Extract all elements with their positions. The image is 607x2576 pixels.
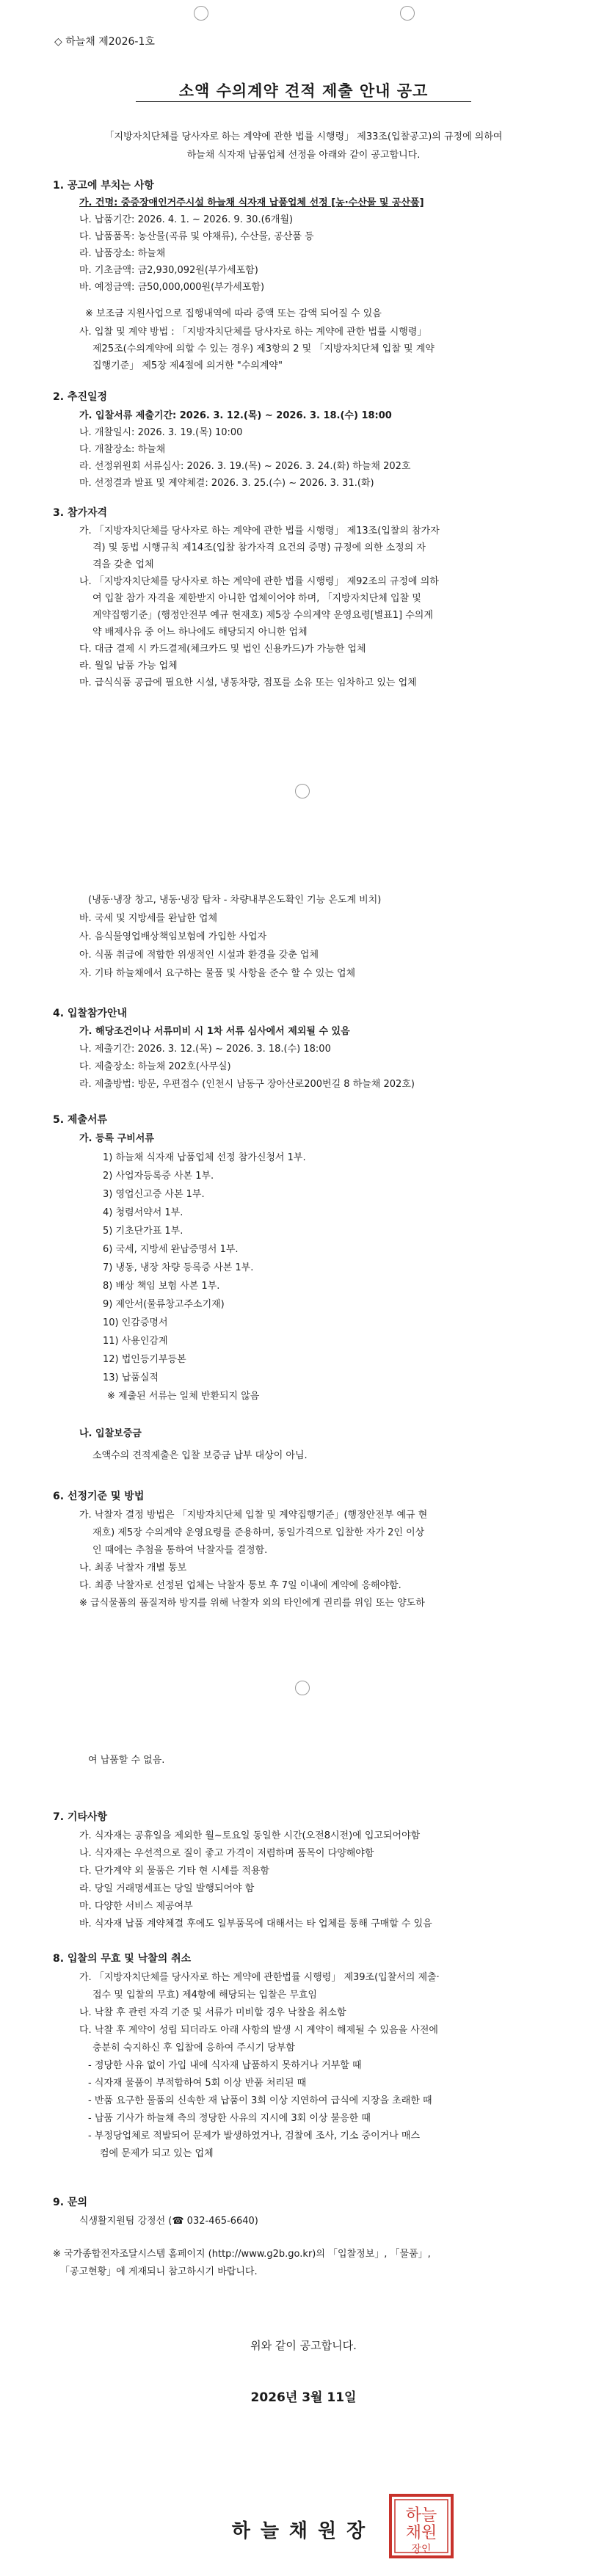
- notice-date: 2026년 3월 11일: [250, 2390, 357, 2405]
- s3-item: 격) 및 동법 시행규칙 제14조(입찰 참가자격 요건의 증명) 규정에 의한 소정의 자: [92, 542, 426, 553]
- doc-list-item: 7) 냉동, 냉장 차량 등록증 사본 1부.: [103, 1262, 254, 1273]
- s5-subheading: 나. 입찰보증금: [79, 1428, 142, 1439]
- s5-note: ※ 제출된 서류는 일체 반환되지 않음: [107, 1391, 260, 1402]
- s5-text: 소액수의 견적제출은 입찰 보증금 납부 대상이 아님.: [92, 1450, 308, 1461]
- s6-item: 나. 최종 낙찰자 개별 통보: [79, 1562, 187, 1573]
- s8-item: 접수 및 입찰의 무효) 제4항에 해당되는 입찰은 무효임: [92, 1990, 317, 2001]
- s8-item: - 반품 요구한 물품의 신속한 재 납품이 3회 이상 지연하여 급식에 지장을 초래한 때: [88, 2095, 432, 2106]
- doc-list-item: 13) 납품실적: [103, 1372, 159, 1383]
- section-heading: 6. 선정기준 및 방법: [53, 1491, 145, 1502]
- s3-item: 약 배제사유 중 어느 하나에도 해당되지 아니한 업체: [92, 627, 308, 638]
- doc-list-item: 8) 배상 책임 보험 사본 1부.: [103, 1281, 220, 1292]
- svg-text:하늘: 하늘: [405, 2506, 437, 2525]
- s2-item: 마. 선정결과 발표 및 계약체결: 2026. 3. 25.(수) ~ 2026. 3. 31.(화): [79, 478, 374, 489]
- s1-item: 바. 예정금액: 금50,000,000원(부가세포함): [79, 282, 265, 293]
- s7-item: 다. 단가계약 외 물품은 기타 현 시세를 적용함: [79, 1866, 270, 1877]
- s8-item: 충분히 숙지하신 후 입찰에 응하여 주시기 당부함: [92, 2042, 295, 2053]
- s2-item: 라. 선정위원회 서류심사: 2026. 3. 19.(목) ~ 2026. 3. 24.(화) 하늘채 202호: [79, 461, 411, 472]
- s3-item: 라. 월일 납품 가능 업체: [79, 661, 178, 672]
- s1-item: 다. 납품품목: 농산물(곡류 및 야채류), 수산물, 공산품 등: [79, 231, 314, 242]
- document-number: ◇ 하늘채 제2026-1호: [54, 36, 155, 48]
- s6-item: 인 때에는 추첨을 통하여 낙찰자를 결정함.: [92, 1545, 268, 1556]
- s4-item: 다. 제출장소: 하늘채 202호(사무실): [79, 1061, 231, 1072]
- page-title: 소액 수의계약 견적 제출 안내 공고: [178, 82, 429, 100]
- svg-text:장인: 장인: [411, 2544, 432, 2555]
- punch-hole-icon: [400, 6, 415, 21]
- punch-hole-icon: [295, 784, 310, 798]
- doc-list-item: 5) 기초단가표 1부.: [103, 1226, 183, 1237]
- s8-item: - 식자재 물품이 부적합하여 5회 이상 반품 처리된 때: [88, 2078, 307, 2089]
- section-heading: 4. 입찰참가안내: [53, 1008, 128, 1019]
- s1-note: ※ 보조금 지원사업으로 집행내역에 따라 증액 또는 감액 되어질 수 있음: [85, 308, 382, 319]
- section-heading: 5. 제출서류: [53, 1114, 108, 1126]
- s8-item: - 납품 기사가 하늘채 측의 정당한 사유의 지시에 3회 이상 불응한 때: [88, 2113, 371, 2124]
- s3-item: 가. 「지방자치단체를 당사자로 하는 계약에 관한 법률 시행령」 제13조(입찰의 참가자: [79, 525, 440, 536]
- contact-info: 식생활지원팀 강정선 (☎ 032-465-6640): [79, 2216, 258, 2227]
- s3-item: 마. 급식식품 공급에 필요한 시설, 냉동차량, 점포를 소유 또는 임차하고 있는 업체: [79, 677, 417, 688]
- title-underline: [136, 101, 471, 102]
- s1-item: 마. 기초금액: 금2,930,092원(부가세포함): [79, 265, 258, 276]
- s7-item: 마. 다양한 서비스 제공여부: [79, 1901, 193, 1912]
- s2-item: 나. 개찰일시: 2026. 3. 19.(목) 10:00: [79, 427, 243, 438]
- svg-text:채원: 채원: [405, 2524, 437, 2542]
- doc-list-item: 4) 청렴서약서 1부.: [103, 1207, 183, 1218]
- section-heading: 8. 입찰의 무효 및 낙찰의 취소: [53, 1953, 192, 1965]
- s1-item: 나. 납품기간: 2026. 4. 1. ~ 2026. 9. 30.(6개월): [79, 214, 294, 225]
- s7-item: 바. 식자재 납품 계약체결 후에도 일부품목에 대해서는 타 업체를 통해 구매할 수 있음: [79, 1918, 432, 1929]
- s8-item: 다. 낙찰 후 계약이 성립 되더라도 아래 사항의 발생 시 계약이 해제될 수 있음을 사전에: [79, 2025, 438, 2036]
- s7-item: 라. 당일 거래명세표는 당일 발행되어야 함: [79, 1883, 255, 1894]
- s3-item: 여 입찰 참가 자격을 제한받지 아니한 업체이어야 하며, 「지방자치단체 입찰 및: [92, 593, 421, 604]
- intro-text: [44, 128, 563, 164]
- doc-list-item: 2) 사업자등록증 사본 1부.: [103, 1171, 214, 1182]
- s6-item: 다. 최종 낙찰자로 선정된 업체는 낙찰자 통보 후 7일 이내에 계약에 응해야함.: [79, 1580, 401, 1591]
- punch-hole-icon: [295, 1681, 310, 1695]
- s7-item: 나. 식자재는 우선적으로 질이 좋고 가격이 저렴하며 품목이 다양해야함: [79, 1848, 374, 1859]
- s9-note: 「공고현황」에 게재되니 참고하시기 바랍니다.: [60, 2266, 258, 2277]
- section-heading: 7. 기타사항: [53, 1811, 108, 1823]
- s4-item: 라. 제출방법: 방문, 우편접수 (인천시 남동구 장아산로200번길 8 하늘채 202호): [79, 1079, 415, 1090]
- s1-item: 제25조(수의계약에 의할 수 있는 경우) 제3항의 2 및 「지방자치단체 입찰 및 계약: [92, 343, 435, 354]
- section-heading: 1. 공고에 부치는 사항: [53, 180, 154, 192]
- s3-item: (냉동·냉장 창고, 냉동·냉장 탑차 - 차량내부온도확인 기능 온도계 비치): [88, 895, 382, 906]
- s4-item: 가. 해당조건이나 서류미비 시 1차 서류 심사에서 제외될 수 있음: [79, 1026, 350, 1037]
- intro-line: 「지방자치단체를 당사자로 하는 계약에 관한 법률 시행령」 제33조(입찰공고)의 규정에 의하여: [104, 131, 503, 142]
- s1-item: 라. 납품장소: 하늘채: [79, 248, 166, 259]
- s6-item: 여 납품할 수 없음.: [88, 1755, 165, 1766]
- s5-subheading: 가. 등록 구비서류: [79, 1133, 154, 1144]
- doc-list-item: 11) 사용인감계: [103, 1336, 168, 1347]
- closing-text: 위와 같이 공고합니다.: [250, 2339, 357, 2352]
- s4-item: 나. 제출기간: 2026. 3. 12.(목) ~ 2026. 3. 18.(수) 18:00: [79, 1044, 331, 1055]
- s8-item: 컴에 문제가 되고 있는 업체: [100, 2148, 214, 2159]
- s8-item: - 부정당업체로 적발되어 문제가 발생하였거나, 검찰에 조사, 기소 중이거나 매스: [88, 2131, 421, 2142]
- s2-item: 다. 개찰장소: 하늘채: [79, 444, 166, 455]
- section-heading: 2. 추진일정: [53, 391, 108, 403]
- s7-item: 가. 식자재는 공휴일을 제외한 월~토요일 동일한 시간(오전8시전)에 입고되어야함: [79, 1830, 421, 1841]
- doc-list-item: 6) 국세, 지방세 완납증명서 1부.: [103, 1244, 239, 1255]
- official-seal-icon: [388, 2492, 455, 2560]
- s3-item: 사. 음식물영업배상책임보험에 가입한 사업자: [79, 931, 267, 942]
- s3-item: 아. 식품 취급에 적합한 위생적인 시설과 환경을 갖춘 업체: [79, 950, 319, 961]
- s3-item: 격을 갖춘 업체: [92, 559, 154, 570]
- doc-list-item: 10) 인감증명서: [103, 1317, 168, 1328]
- s8-item: - 정당한 사유 없이 가입 내에 식자재 납품하지 못하거나 거부할 때: [88, 2060, 362, 2071]
- intro-line: 하늘채 식자재 납품업체 선정을 아래와 같이 공고합니다.: [186, 150, 421, 161]
- issuer-name: 하늘채원장: [231, 2520, 376, 2542]
- s8-item: 가. 「지방자치단체를 당사자로 하는 계약에 관한법률 시행령」 제39조(입찰서의 제출·: [79, 1972, 440, 1983]
- s1-item: 가. 건명: 중증장애인거주시설 하늘채 식자재 납품업체 선정 [농·수산물 및 공산품]: [79, 197, 424, 208]
- s6-item: 재호) 제5장 수의계약 운영요령를 준용하며, 동일가격으로 입찰한 자가 2인 이상: [92, 1527, 425, 1538]
- s3-item: 바. 국세 및 지방세를 완납한 업체: [79, 913, 218, 924]
- s6-item: 가. 낙찰자 결정 방법은 「지방자치단체 입찰 및 계약집행기준」(행정안전부 예규 현: [79, 1510, 428, 1521]
- s1-item: 사. 입찰 및 계약 방법 : 「지방자치단체를 당사자로 하는 계약에 관한 법률 시행령」: [79, 327, 427, 338]
- s8-item: 나. 낙찰 후 관련 자격 기준 및 서류가 미비할 경우 낙찰을 취소함: [79, 2007, 346, 2018]
- s1-item: 집행기준」 제5장 제4절에 의거한 "수의계약": [92, 360, 283, 371]
- doc-list-item: 1) 하늘채 식자재 납품업체 선정 참가신청서 1부.: [103, 1152, 306, 1163]
- section-heading: 9. 문의: [53, 2197, 87, 2208]
- s3-item: 계약집행기준」(행정안전부 예규 현재호) 제5장 수의계약 운영요령[별표1] 수의계: [92, 610, 433, 621]
- doc-list-item: 9) 제안서(물류창고주소기재): [103, 1299, 225, 1310]
- s6-item: ※ 급식물품의 품질저하 방지를 위해 낙찰자 외의 타인에게 권리를 위임 또는 양도하: [79, 1598, 425, 1609]
- doc-list-item: 3) 영업신고증 사본 1부.: [103, 1189, 205, 1200]
- punch-hole-icon: [194, 6, 208, 21]
- s3-item: 다. 대금 결제 시 카드결제(체크카드 및 법인 신용카드)가 가능한 업체: [79, 644, 366, 655]
- s3-item: 나. 「지방자치단체를 당사자로 하는 계약에 관한 법률 시행령」 제92조의 규정에 의하: [79, 576, 439, 587]
- s2-item: 가. 입찰서류 제출기간: 2026. 3. 12.(목) ~ 2026. 3. 18.(수) 18:00: [79, 410, 392, 421]
- s9-note: ※ 국가종합전자조달시스템 홈페이지 (http://www.g2b.go.kr)의 「입찰정보」, 「물품」,: [53, 2249, 431, 2260]
- section-heading: 3. 참가자격: [53, 507, 108, 519]
- s3-item: 자. 기타 하늘채에서 요구하는 물품 및 사항을 준수 할 수 있는 업체: [79, 968, 356, 979]
- doc-list-item: 12) 법인등기부등본: [103, 1354, 186, 1365]
